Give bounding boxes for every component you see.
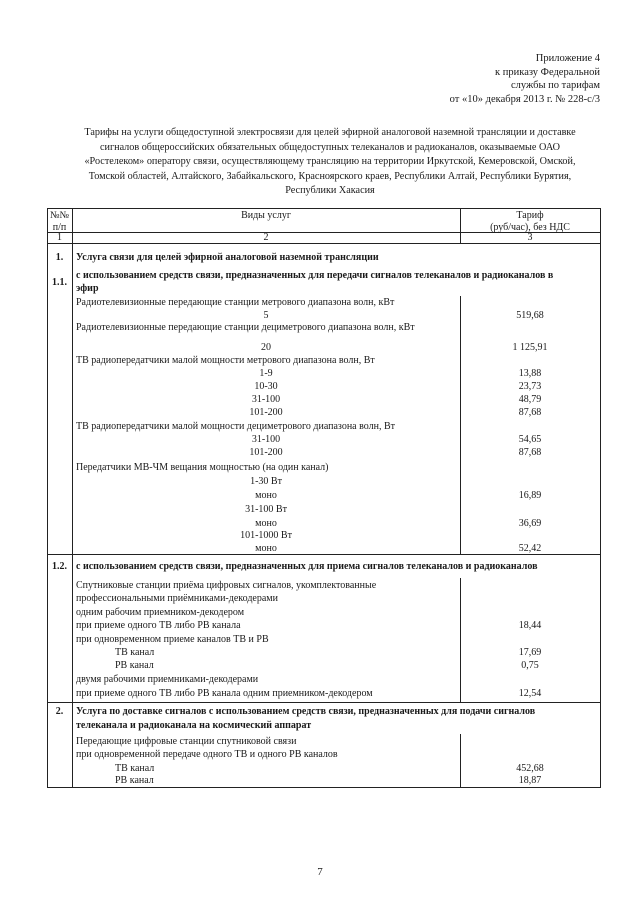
row-tariff-value: 12,54 <box>518 688 542 699</box>
appendix-reference <box>450 52 600 106</box>
row-label: 101-200 <box>249 407 283 418</box>
title-line: сигналов общероссийских обязательных общедоступных телеканалов и радиоканалов, оказываемые ОАО <box>99 141 561 153</box>
row-label: 31-100 <box>251 434 281 445</box>
row-tariff-value: 0,75 <box>521 660 539 671</box>
row-tariff-value: 13,88 <box>518 368 542 379</box>
row-label: моно <box>255 543 277 554</box>
row-label: ТВ канал <box>115 763 155 774</box>
row-tariff-value: 23,73 <box>518 381 542 392</box>
section-title: с использованием средств связи, предназначенных для приема сигналов телеканалов и радиоканалов <box>76 561 538 572</box>
section-number: 1.2. <box>52 561 67 572</box>
section-title: Услуга связи для целей эфирной аналоговой наземной трансляции <box>76 252 379 263</box>
header-text: №№ <box>49 210 70 221</box>
row-tariff-value: 16,89 <box>518 490 542 501</box>
appendix-line: Приложение 4 <box>535 53 600 64</box>
title-line: Томской областей, Алтайского, Забайкальского, Красноярского краев, Республики Алтай, Республики Бурятия, <box>88 170 572 182</box>
row-label: Передатчики МВ-ЧМ вещания мощностью (на один канал) <box>76 462 329 473</box>
row-label: одним рабочим приемником-декодером <box>76 607 245 618</box>
title-line: Тарифы на услуги общедоступной электросвязи для целей эфирной аналоговой наземной трансляции и доставке <box>84 127 576 138</box>
row-tariff-value: 519,68 <box>516 310 544 321</box>
row-tariff-value: 52,42 <box>518 543 542 554</box>
row-label: моно <box>255 490 277 501</box>
section-title: эфир <box>76 283 99 294</box>
row-label: двумя рабочими приемниками-декодерами <box>76 674 259 685</box>
table-border-bottom <box>47 787 601 788</box>
row-tariff-value: 54,65 <box>518 434 542 445</box>
row-label: моно <box>255 518 277 529</box>
numbering-cell: 2 <box>263 232 269 243</box>
row-tariff-value: 18,87 <box>518 775 542 786</box>
row-label: Радиотелевизионные передающие станции метрового диапазона волн, кВт <box>76 297 395 308</box>
table-border-top <box>47 208 601 209</box>
title-line: «Ростелеком» оператору связи, осуществляющему трансляцию на территории Иркутской, Кемеровской, Омской, <box>84 156 576 168</box>
row-tariff-value: 87,68 <box>518 407 542 418</box>
row-label: 10-30 <box>254 381 278 392</box>
row-label: 101-1000 Вт <box>240 530 292 541</box>
row-label: при приеме одного ТВ либо РВ канала <box>76 620 241 631</box>
row-label: 1-9 <box>259 368 273 379</box>
row-label: РВ канал <box>115 775 154 786</box>
row-tariff-value: 18,44 <box>518 620 542 631</box>
row-tariff-value: 17,69 <box>518 647 542 658</box>
column-divider <box>460 578 461 702</box>
section-title: с использованием средств связи, предназначенных для передачи сигналов телеканалов и радиоканалов в <box>76 270 554 281</box>
document-title <box>50 126 610 199</box>
row-label: Радиотелевизионные передающие станции дециметрового диапазона волн, кВт <box>76 322 415 333</box>
section-title: телеканала и радиоканала на космический аппарат <box>76 720 312 731</box>
row-label: 20 <box>261 342 271 353</box>
section-number: 1. <box>55 252 64 263</box>
appendix-line: от «10» декабря 2013 г. № 228-с/3 <box>449 93 600 105</box>
row-label: 1-30 Вт <box>250 476 282 487</box>
row-tariff-value: 36,69 <box>518 518 542 529</box>
row-label: Передающие цифровые станции спутниковой связи <box>76 736 297 747</box>
row-label: 31-100 Вт <box>245 504 287 515</box>
row-label: РВ канал <box>115 660 154 671</box>
row-label: при приеме одного ТВ либо РВ канала одним приемником-декодером <box>76 688 373 699</box>
table-border-right <box>600 208 601 788</box>
row-tariff-value: 452,68 <box>516 763 544 774</box>
row-tariff-value: 1 125,91 <box>512 342 548 353</box>
header-text: п/п <box>52 222 67 233</box>
appendix-line: службы по тарифам <box>511 80 600 91</box>
row-label: при одновременной передаче одного ТВ и одного РВ каналов <box>76 749 338 760</box>
header-col-services: Виды услуг <box>241 210 291 221</box>
appendix-line: к приказу Федеральной <box>495 66 600 78</box>
row-label: 31-100 <box>251 394 281 405</box>
row-label: профессиональными приёмниками-декодерами <box>76 593 278 604</box>
header-text: Тариф <box>516 210 544 221</box>
row-label: ТВ радиопередатчики малой мощности метрового диапазона волн, Вт <box>76 355 375 366</box>
numbering-cell: 3 <box>527 232 533 243</box>
numbering-cell: 1 <box>57 232 62 243</box>
section-number: 2. <box>55 706 64 717</box>
row-label: ТВ радиопередатчики малой мощности дециметрового диапазона волн, Вт <box>76 421 396 432</box>
header-col-number <box>47 210 72 234</box>
column-divider <box>460 296 461 554</box>
row-label: 5 <box>263 310 269 321</box>
header-col-tariff <box>460 210 600 234</box>
title-line: Республики Хакасия <box>285 185 375 197</box>
row-label: Спутниковые станции приёма цифровых сигналов, укомплектованные <box>76 580 377 591</box>
row-tariff-value: 48,79 <box>518 394 542 405</box>
header-text: (руб/час), без НДС <box>490 222 570 233</box>
table-border-left <box>47 208 48 788</box>
row-tariff-value: 87,68 <box>518 447 542 458</box>
row-label: при одновременном приеме каналов ТВ и РВ <box>76 634 269 645</box>
row-label: 101-200 <box>249 447 283 458</box>
section-number: 1.1. <box>52 277 67 288</box>
section-divider <box>47 702 601 703</box>
row-label: ТВ канал <box>115 647 155 658</box>
page-number: 7 <box>317 866 323 878</box>
section-title: Услуга по доставке сигналов с использованием средств связи, предназначенных для подачи сигналов <box>76 706 536 717</box>
